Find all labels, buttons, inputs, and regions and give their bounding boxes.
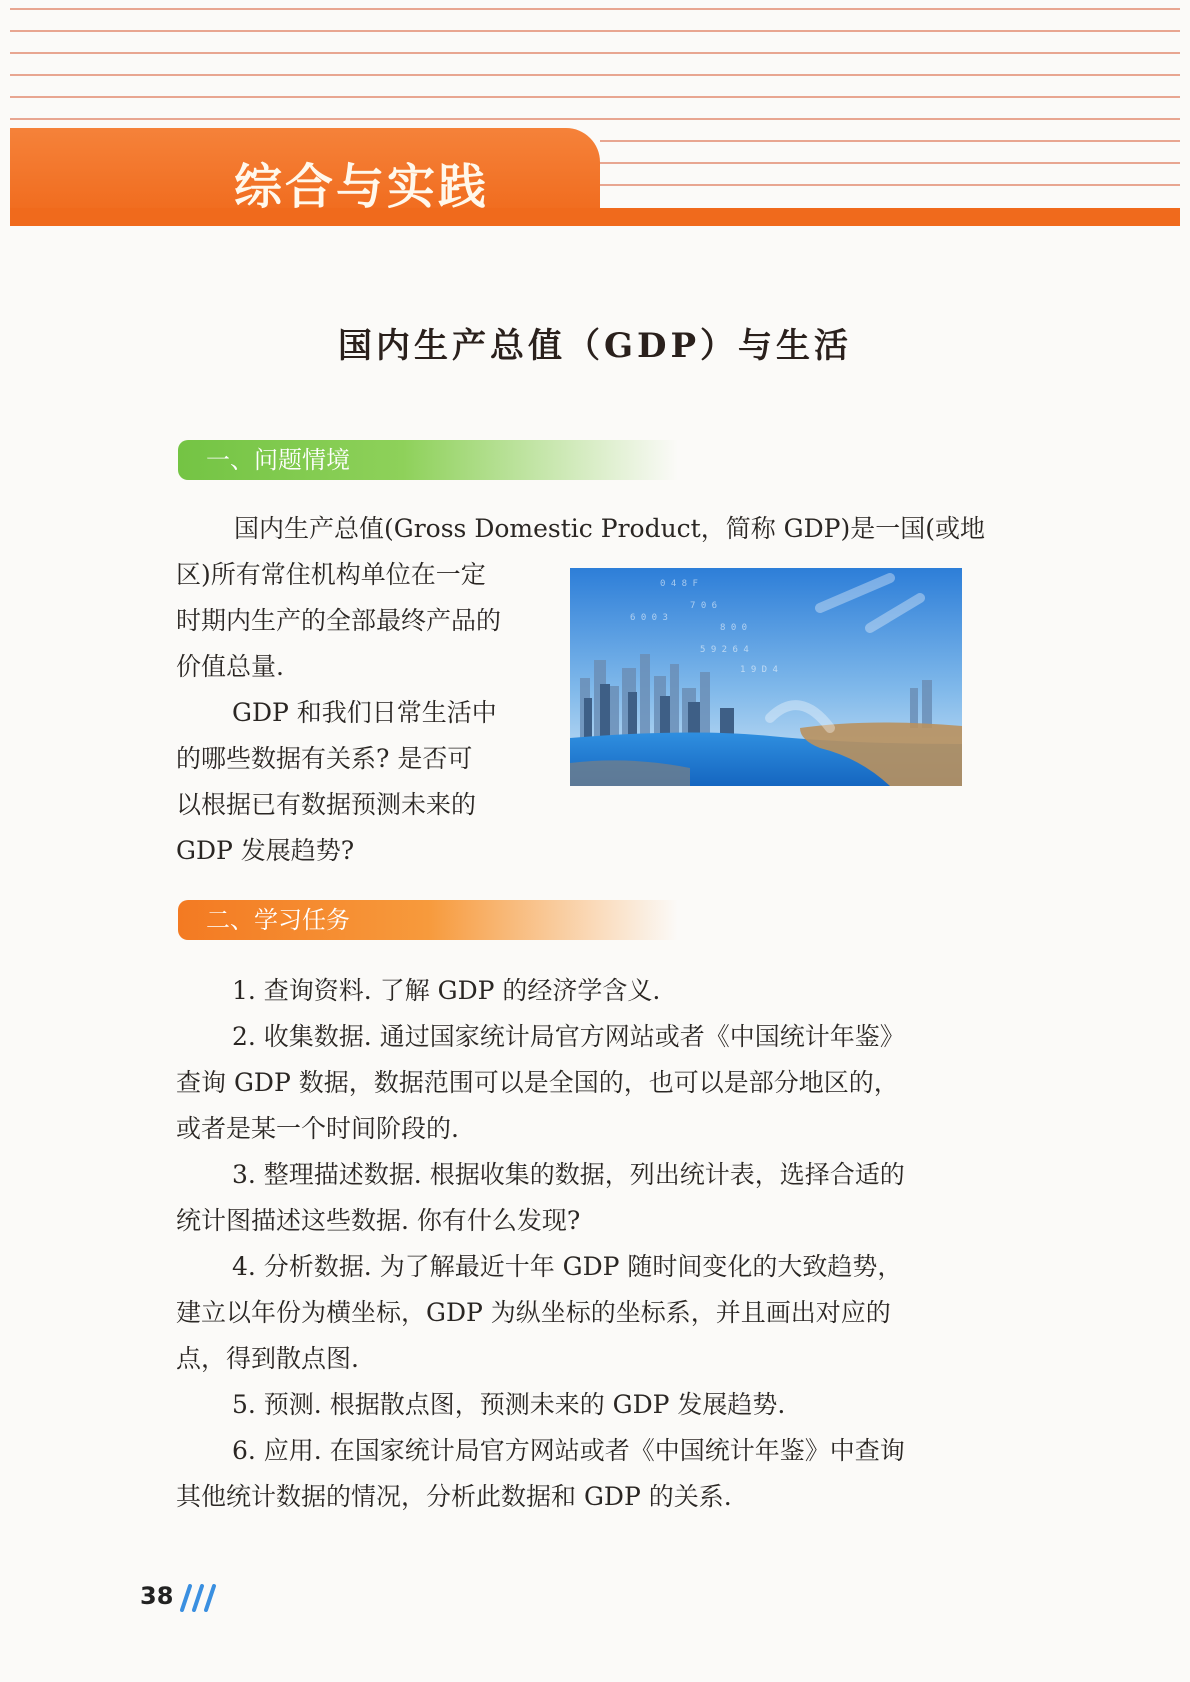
list-item (176, 1152, 1006, 1244)
text-line: 5. 预测. 根据散点图，预测未来的 GDP 发展趋势. (232, 1390, 786, 1419)
text-line: 以根据已有数据预测未来的 (176, 790, 477, 819)
list-item (176, 1382, 1006, 1428)
text-line: 其他统计数据的情况，分析此数据和 GDP 的关系. (176, 1482, 732, 1511)
chapter-banner-title: 综合与实践 (234, 159, 490, 215)
chapter-banner-bar (10, 208, 1180, 226)
page-number-slashes-icon (176, 1584, 220, 1612)
intro-paragraph-first-line: 国内生产总值(Gross Domestic Product，简称 GDP)是一国(或地 (234, 514, 986, 543)
text-line: 点，得到散点图. (176, 1344, 359, 1373)
list-item (176, 1244, 1006, 1382)
svg-text:0 4 8 F: 0 4 8 F (660, 579, 698, 589)
city-skyline-icon (570, 568, 962, 786)
text-line: 4. 分析数据. 为了解最近十年 GDP 随时间变化的大致趋势， (232, 1252, 903, 1281)
section-label-learning-tasks: 二、学习任务 (178, 900, 678, 940)
text-line: 或者是某一个时间阶段的. (176, 1114, 459, 1143)
svg-text:8 0 0: 8 0 0 (720, 623, 748, 633)
intro-paragraph-wrapped (176, 552, 546, 874)
text-line: 价值总量. (176, 652, 284, 681)
text-line: 区)所有常住机构单位在一定 (176, 560, 486, 589)
text-line: GDP 发展趋势? (176, 836, 355, 865)
text-line: 建立以年份为横坐标，GDP 为纵坐标的坐标系，并且画出对应的 (176, 1298, 891, 1327)
text-line: 3. 整理描述数据. 根据收集的数据，列出统计表，选择合适的 (232, 1160, 905, 1189)
text-line: 时期内生产的全部最终产品的 (176, 606, 502, 635)
svg-text:6 0 0 3: 6 0 0 3 (630, 613, 668, 623)
svg-text:5 9 2 6 4: 5 9 2 6 4 (700, 645, 749, 655)
list-item (176, 968, 1006, 1014)
page-number: 38 (140, 1582, 174, 1610)
list-item (176, 1428, 1006, 1520)
text-line: 的哪些数据有关系? 是否可 (176, 744, 473, 773)
text-line: 统计图描述这些数据. 你有什么发现? (176, 1206, 581, 1235)
svg-text:7 0 6: 7 0 6 (690, 601, 718, 611)
section-label-problem-context: 一、问题情境 (178, 440, 678, 480)
page-title: 国内生产总值（GDP）与生活 (337, 326, 853, 366)
text-line: 2. 收集数据. 通过国家统计局官方网站或者《中国统计年鉴》 (232, 1022, 905, 1051)
list-item (176, 1014, 1006, 1152)
text-line: 6. 应用. 在国家统计局官方网站或者《中国统计年鉴》中查询 (232, 1436, 905, 1465)
text-line: GDP 和我们日常生活中 (232, 698, 497, 727)
city-skyline-photo (570, 568, 962, 786)
text-line: 1. 查询资料. 了解 GDP 的经济学含义. (232, 976, 661, 1005)
text-line: 查询 GDP 数据，数据范围可以是全国的，也可以是部分地区的， (176, 1068, 899, 1097)
task-list (176, 968, 1006, 1520)
svg-text:1 9 D 4: 1 9 D 4 (740, 665, 778, 675)
